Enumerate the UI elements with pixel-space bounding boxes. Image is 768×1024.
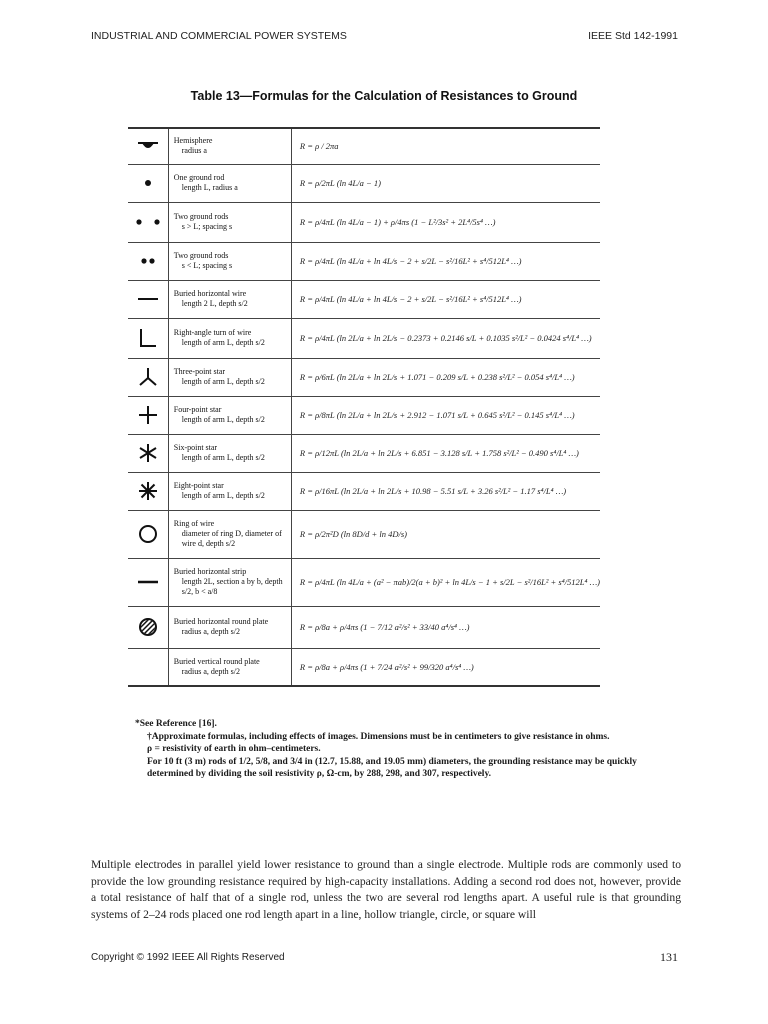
row-name: Hemisphere <box>173 136 213 146</box>
row-dims: radius a, depth s/2 <box>181 627 240 636</box>
page-number: 131 <box>660 950 678 964</box>
formula: R = ρ / 2πa <box>291 128 600 164</box>
row-name: Right-angle turn of wire <box>173 328 252 337</box>
table-row <box>128 510 600 558</box>
note-rods: For 10 ft (3 m) rods of 1/2, 5/8, and 3/4 in (12.7, 15.88, and 19.05 mm) diameters, the grounding resistance may be quickly determined by dividing the soil resistivity ρ, Ω-cm, by 288, 298, and 307, respectively. <box>147 756 637 779</box>
formula: R = ρ/8a + ρ/4πs (1 − 7/12 a²/s² + 33/40 a⁴/s⁴ …) <box>291 606 600 648</box>
formula: R = ρ/8πL (ln 2L/a + ln 2L/s + 2.912 − 1.071 s/L + 0.645 s²/L² − 0.145 s⁴/L⁴ …) <box>291 396 600 434</box>
table-row <box>128 202 600 242</box>
four-point-star-icon <box>128 396 168 434</box>
row-dims: s > L; spacing s <box>181 222 233 231</box>
row-name: Two ground rods <box>173 212 229 221</box>
row-name: Four-point star <box>173 405 222 414</box>
horizontal-wire-icon <box>128 280 168 318</box>
formula: R = ρ/12πL (ln 2L/a + ln 2L/s + 6.851 − 3.128 s/L + 1.758 s²/L² − 0.490 s⁴/L⁴ …) <box>291 434 600 472</box>
formula: R = ρ/4πL (ln 4L/a + ln 4L/s − 2 + s/2L − s²/16L² + s⁴/512L⁴ …) <box>291 280 600 318</box>
formula: R = ρ/4πL (ln 4L/a + ln 4L/s − 2 + s/2L − s²/16L² + s⁴/512L⁴ …) <box>291 242 600 280</box>
formula: R = ρ/6πL (ln 2L/a + ln 2L/s + 1.071 − 0.209 s/L + 0.238 s²/L² − 0.054 s⁴/L⁴ …) <box>291 358 600 396</box>
table-row <box>128 396 600 434</box>
footer-copyright: Copyright © 1992 IEEE All Rights Reserved <box>91 952 285 963</box>
vertical-plate-icon <box>128 648 168 686</box>
row-name: Buried horizontal round plate <box>173 617 269 626</box>
formulas-table <box>128 127 600 687</box>
row-dims: diameter of ring D, diameter of wire d, depth s/2 <box>181 529 282 548</box>
row-dims: s < L; spacing s <box>181 261 233 270</box>
row-name: Buried horizontal strip <box>173 567 247 576</box>
row-dims: length of arm L, depth s/2 <box>181 491 265 500</box>
table-row <box>128 472 600 510</box>
round-plate-icon <box>128 606 168 648</box>
row-dims: length of arm L, depth s/2 <box>181 377 265 386</box>
horizontal-strip-icon <box>128 558 168 606</box>
ring-icon <box>128 510 168 558</box>
row-dims: radius a <box>181 146 207 156</box>
formula: R = ρ/4πL (ln 4L/a − 1) + ρ/4πs (1 − L²/3s² + 2L⁴/5s⁴ …) <box>291 202 600 242</box>
table-row <box>128 318 600 358</box>
three-point-star-icon <box>128 358 168 396</box>
table-row <box>128 280 600 318</box>
table-row <box>128 606 600 648</box>
running-header-title: INDUSTRIAL AND COMMERCIAL POWER SYSTEMS <box>91 30 347 42</box>
row-dims: length of arm L, depth s/2 <box>181 453 265 462</box>
right-angle-icon <box>128 318 168 358</box>
row-name: Two ground rods <box>173 251 229 260</box>
row-dims: length L, radius a <box>181 183 238 192</box>
row-name: Buried vertical round plate <box>173 656 260 666</box>
table-notes <box>135 718 655 781</box>
table-row <box>128 128 600 164</box>
six-point-star-icon <box>128 434 168 472</box>
row-dims: length of arm L, depth s/2 <box>181 415 265 424</box>
formula: R = ρ/2πL (ln 4L/a − 1) <box>291 164 600 202</box>
note-rho: ρ = resistivity of earth in ohm–centimeters. <box>147 744 321 754</box>
single-rod-icon <box>128 164 168 202</box>
row-name: Eight-point star <box>173 481 224 490</box>
body-paragraph: Multiple electrodes in parallel yield lower resistance to ground than a single electrode. Multiple rods are commonly used to provide the low grounding resistance required by high-capacity installations. Adding a second rod does not, however, provide a total resistance of half that of a single rod, unless the two are several rod lengths apart. A useful rule is that grounding systems of 2–24 rods placed one rod length apart in a line, hollow triangle, circle, or square will <box>91 858 681 921</box>
note-approximate: †Approximate formulas, including effects of images. Dimensions must be in centimeters to give resistance in ohms. <box>147 731 610 742</box>
running-header-standard: IEEE Std 142-1991 <box>588 30 678 42</box>
row-name: Ring of wire <box>173 519 215 528</box>
formula: R = ρ/4πL (ln 2L/a + ln 2L/s − 0.2373 + 0.2146 s/L + 0.1035 s²/L² − 0.0424 s⁴/L⁴ …) <box>291 318 600 358</box>
table-row <box>128 558 600 606</box>
note-reference: *See Reference [16]. <box>135 719 217 729</box>
row-name: Six-point star <box>173 443 218 452</box>
row-name: Three-point star <box>173 367 226 376</box>
two-rods-close-icon <box>128 242 168 280</box>
formula: R = ρ/16πL (ln 2L/a + ln 2L/s + 10.98 − 5.51 s/L + 3.26 s²/L² − 1.17 s⁴/L⁴ …) <box>291 472 600 510</box>
table-row <box>128 434 600 472</box>
two-rods-wide-icon <box>128 202 168 242</box>
formula: R = ρ/2π²D (ln 8D/d + ln 4D/s) <box>291 510 600 558</box>
row-dims: length 2 L, depth s/2 <box>181 299 248 308</box>
table-row <box>128 358 600 396</box>
table-row <box>128 242 600 280</box>
formula: R = ρ/8a + ρ/4πs (1 + 7/24 a²/s² + 99/320 a⁴/s⁴ …) <box>291 648 600 686</box>
table-row <box>128 648 600 686</box>
hemisphere-icon <box>128 128 168 164</box>
row-name: One ground rod <box>173 173 225 182</box>
table-row <box>128 164 600 202</box>
row-dims: length of arm L, depth s/2 <box>181 338 265 347</box>
row-dims: radius a, depth s/2 <box>181 666 240 676</box>
formula: R = ρ/4πL (ln 4L/a + (a² − πab)/2(a + b)² + ln 4L/s − 1 + s/2L − s²/16L² + s⁴/512L⁴ …) <box>291 558 600 606</box>
eight-point-star-icon <box>128 472 168 510</box>
table-title: Table 13—Formulas for the Calculation of Resistances to Ground <box>190 89 578 103</box>
row-dims: length 2L, section a by b, depth s/2, b < a/8 <box>181 577 283 596</box>
row-name: Buried horizontal wire <box>173 289 247 298</box>
